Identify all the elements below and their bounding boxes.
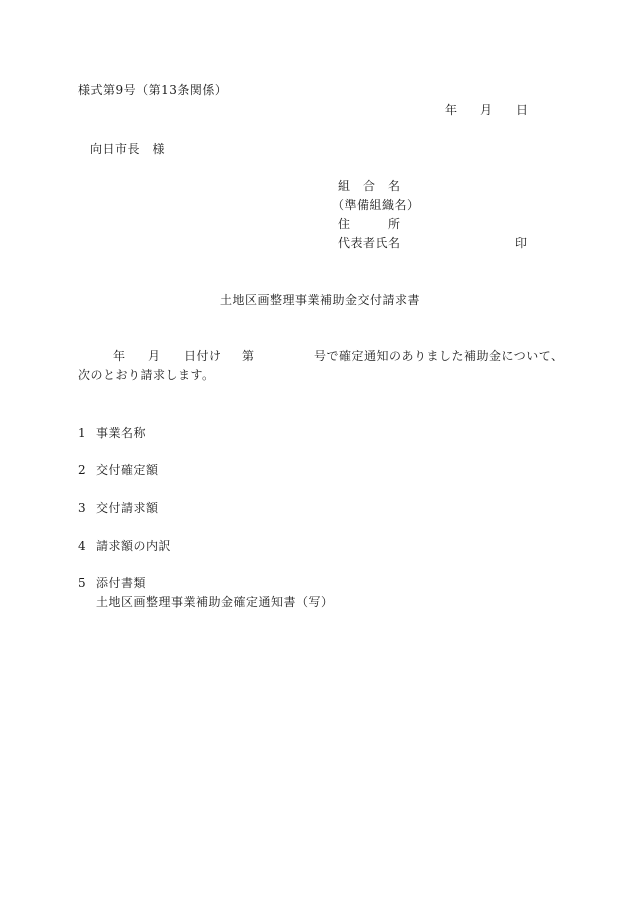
item-2-num: 2	[78, 463, 87, 477]
item-3-num: 3	[78, 501, 87, 515]
item-2-label: 交付確定額	[96, 463, 159, 477]
item-4-label: 請求額の内訳	[96, 539, 172, 553]
item-4-num: 4	[78, 539, 87, 553]
item-5-num: 5	[78, 576, 87, 590]
body-month: 月	[148, 349, 161, 363]
representative-label: 代表者氏名	[338, 236, 401, 250]
prep-org-label: （準備組織名）	[332, 198, 420, 212]
date-day: 日	[516, 103, 529, 117]
item-1-label: 事業名称	[96, 426, 147, 440]
body-line2: 次のとおり請求します。	[78, 368, 215, 382]
seal-mark: 印	[515, 236, 528, 250]
union-name-label: 組 合 名	[338, 179, 401, 193]
date-month: 月	[480, 103, 493, 117]
attachment-entry: 土地区画整理事業補助金確定通知書（写）	[96, 595, 334, 609]
item-3-label: 交付請求額	[96, 501, 159, 515]
body-number-prefix: 第	[242, 349, 255, 363]
form-number: 様式第9号（第13条関係）	[78, 83, 228, 97]
date-year: 年	[445, 103, 458, 117]
body-year: 年	[113, 349, 126, 363]
body-line1-rest: 号で確定通知のありました補助金について、	[314, 349, 564, 363]
item-1-num: 1	[78, 426, 87, 440]
item-5-label: 添付書類	[96, 576, 147, 590]
body-dated: 日付け	[184, 349, 222, 363]
document-title: 土地区画整理事業補助金交付請求書	[220, 293, 421, 307]
addressee: 向日市長 様	[90, 142, 166, 156]
address-label: 住 所	[338, 217, 401, 231]
